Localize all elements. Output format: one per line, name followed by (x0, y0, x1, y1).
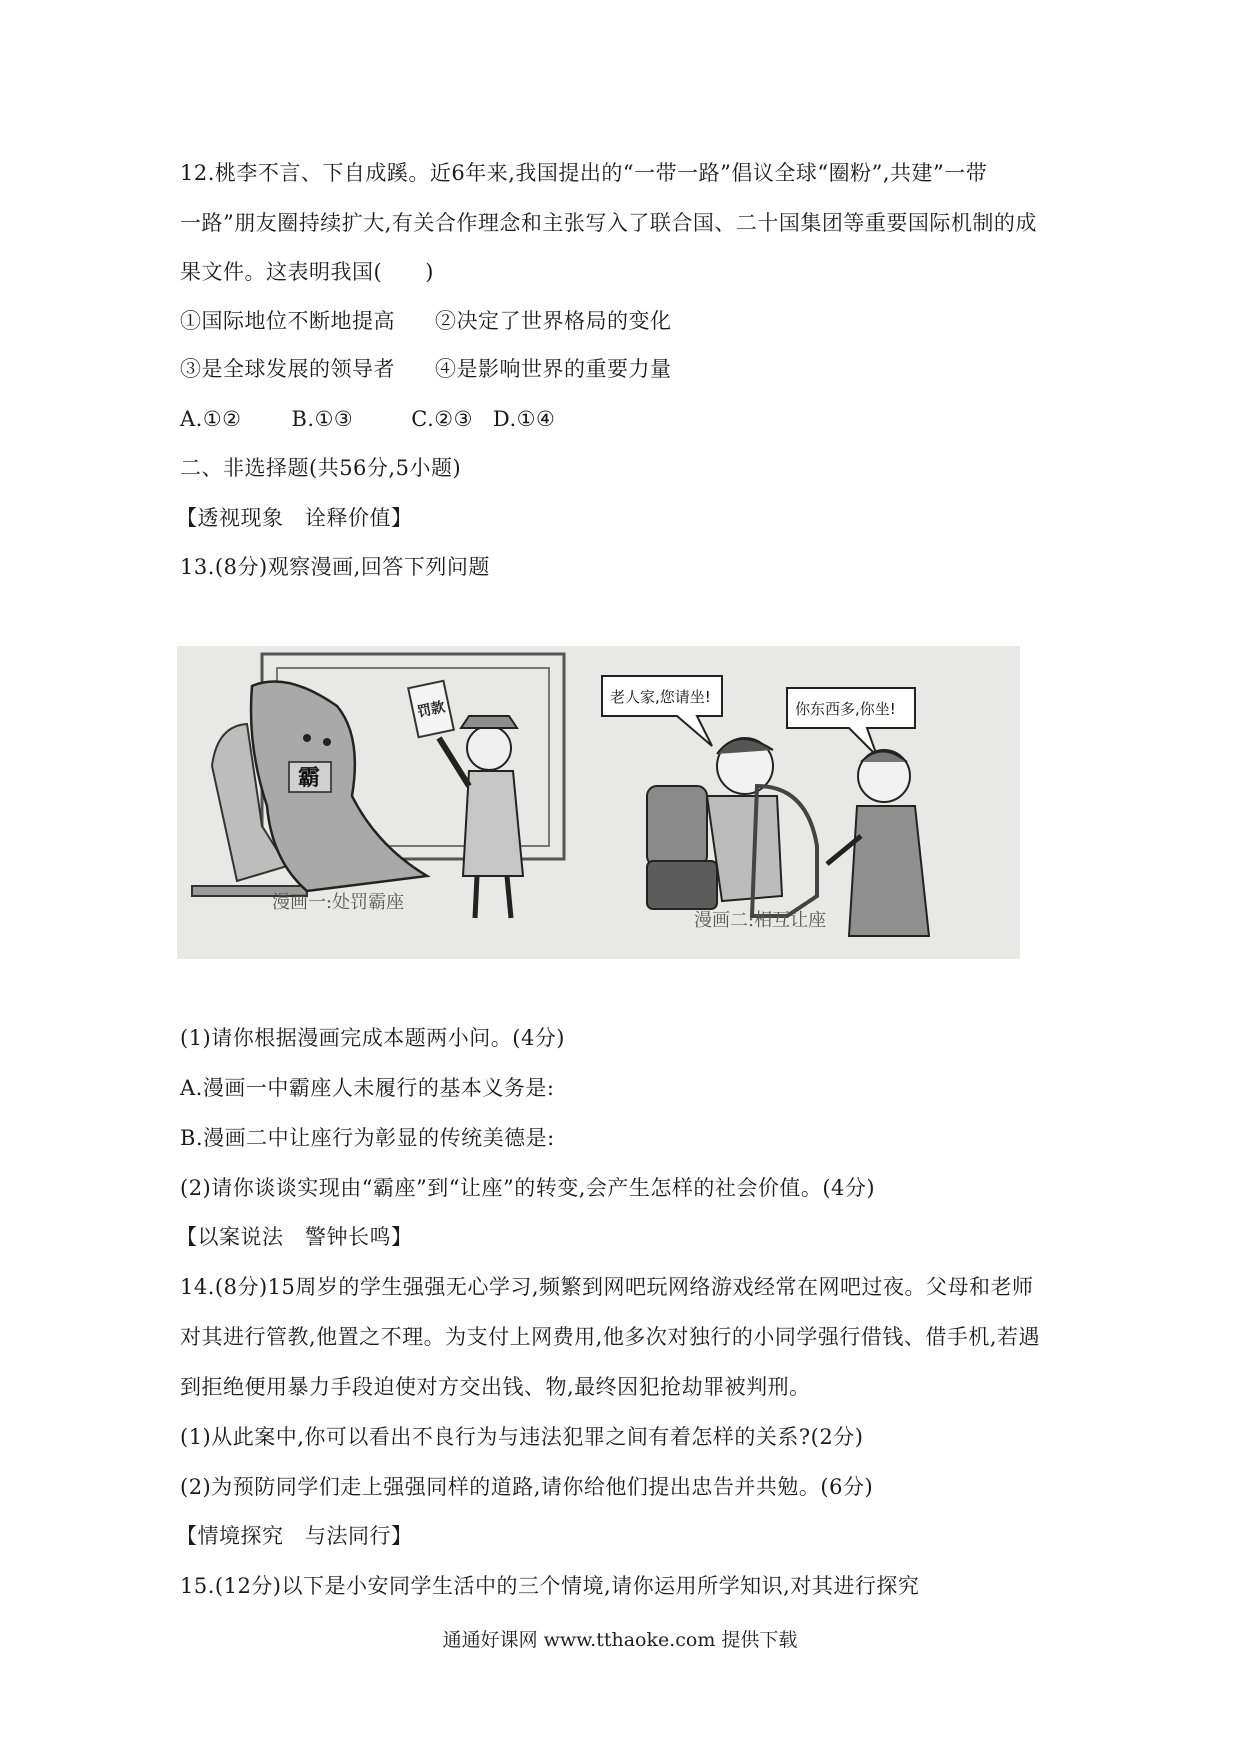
q12-option-b: B.①③ (291, 407, 354, 431)
q14-sub1: (1)从此案中,你可以看出不良行为与违法犯罪之间有着怎样的关系?(2分) (180, 1425, 864, 1449)
q14-line3: 到拒绝便用暴力手段迫使对方交出钱、物,最终因犯抢劫罪被判刑。 (180, 1375, 811, 1399)
q12-option-d: D.①④ (492, 407, 556, 431)
topic-heading-2: 【以案说法 警钟长鸣】 (176, 1225, 413, 1249)
comic-caption-2: 漫画二:相互让座 (694, 910, 827, 931)
comic-caption-1: 漫画一:处罚霸座 (272, 892, 405, 913)
page-footer: 通通好课网 www.tthaoke.com 提供下载 (442, 1629, 798, 1651)
q12-line2: 一路”朋友圈持续扩大,有关合作理念和主张写入了联合国、二十国集团等重要国际机制的成 (180, 211, 1037, 235)
q13-subB: B.漫画二中让座行为彰显的传统美德是: (180, 1126, 555, 1150)
q12-item-1: ①国际地位不断地提高 (180, 309, 395, 333)
comic-image (177, 646, 1020, 959)
q13-subA: A.漫画一中霸座人未履行的基本义务是: (180, 1076, 555, 1100)
q12-options (180, 404, 555, 434)
section2-heading: 二、非选择题(共56分,5小题) (180, 456, 462, 480)
seat-hog-label: 霸 (298, 766, 321, 791)
q13-stem: 13.(8分)观察漫画,回答下列问题 (180, 555, 490, 579)
q15-stem: 15.(12分)以下是小安同学生活中的三个情境,请你运用所学知识,对其进行探究 (180, 1574, 920, 1598)
comic-illustration (177, 646, 1020, 959)
speech-bubble-young: 老人家,您请坐! (610, 688, 711, 706)
topic-heading-1: 【透视现象 诠释价值】 (176, 506, 413, 530)
q12-items-row1 (180, 306, 672, 336)
fine-sign-text: 罚款 (415, 699, 447, 721)
q14-line1: 14.(8分)15周岁的学生强强无心学习,频繁到网吧玩网络游戏经常在网吧过夜。父母和老师 (180, 1275, 1034, 1299)
topic-heading-3: 【情境探究 与法同行】 (176, 1524, 413, 1548)
q12-items-row2 (180, 354, 672, 384)
q13-sub2: (2)请你谈谈实现由“霸座”到“让座”的转变,会产生怎样的社会价值。(4分) (180, 1176, 876, 1200)
q12-item-2: ②决定了世界格局的变化 (435, 309, 672, 333)
q14-sub2: (2)为预防同学们走上强强同样的道路,请你给他们提出忠告并共勉。(6分) (180, 1475, 874, 1499)
q12-option-a: A.①② (180, 407, 242, 431)
q12-line3: 果文件。这表明我国( ) (180, 260, 434, 284)
q12-item-3: ③是全球发展的领导者 (180, 357, 395, 381)
q12-line1: 12.桃李不言、下自成蹊。近6年来,我国提出的“一带一路”倡议全球“圈粉”,共建”一带 (180, 161, 988, 185)
q14-line2: 对其进行管教,他置之不理。为支付上网费用,他多次对独行的小同学强行借钱、借手机,若遇 (180, 1325, 1041, 1349)
q12-item-4: ④是影响世界的重要力量 (435, 357, 672, 381)
speech-bubble-old: 你东西多,你坐! (795, 700, 896, 718)
q12-option-c: C.②③ (411, 407, 473, 431)
q13-sub1: (1)请你根据漫画完成本题两小问。(4分) (180, 1026, 565, 1050)
